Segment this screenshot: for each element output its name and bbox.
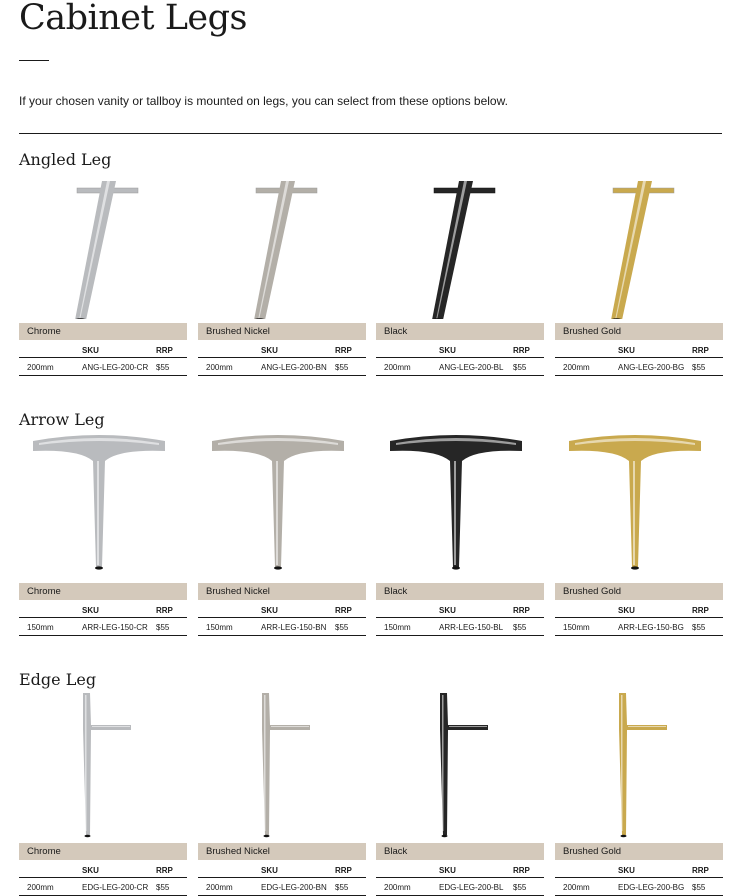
- finish-bar: [198, 583, 366, 600]
- sku-header: SKU: [261, 346, 278, 355]
- sku-cell: ARR-LEG-150-CR: [82, 623, 148, 632]
- angled-leg-image[interactable]: [555, 169, 715, 319]
- sku-cell: EDG-LEG-200-CR: [82, 883, 149, 892]
- table-header-rule: [376, 877, 544, 878]
- edge-leg-image[interactable]: [555, 689, 715, 839]
- table-row-rule: [376, 635, 544, 636]
- intro-text: If your chosen vanity or tallboy is mounted on legs, you can select from these options below.: [19, 94, 508, 108]
- finish-name: Chrome: [27, 586, 61, 597]
- sku-header: SKU: [618, 866, 635, 875]
- finish-bar: [555, 323, 723, 340]
- sku-cell: ANG-LEG-200-BG: [618, 363, 685, 372]
- table-header-rule: [198, 877, 366, 878]
- sku-cell: EDG-LEG-200-BN: [261, 883, 327, 892]
- table-header-rule: [19, 617, 187, 618]
- rrp-header: RRP: [335, 346, 352, 355]
- table-row-rule: [376, 375, 544, 376]
- arrow-leg-image[interactable]: [198, 429, 358, 579]
- rrp-cell: $55: [335, 883, 349, 892]
- table-row-rule: [555, 635, 723, 636]
- sku-header: SKU: [439, 346, 456, 355]
- rrp-cell: $55: [156, 883, 170, 892]
- rrp-cell: $55: [692, 623, 706, 632]
- table-row-rule: [555, 375, 723, 376]
- arrow-leg-image[interactable]: [19, 429, 179, 579]
- table-header-rule: [376, 357, 544, 358]
- finish-bar: [198, 323, 366, 340]
- finish-name: Black: [384, 326, 408, 337]
- sku-header: SKU: [82, 346, 99, 355]
- rrp-cell: $55: [513, 363, 527, 372]
- rrp-cell: $55: [156, 363, 170, 372]
- sku-cell: EDG-LEG-200-BG: [618, 883, 685, 892]
- rrp-cell: $55: [692, 363, 706, 372]
- sku-header: SKU: [82, 866, 99, 875]
- table-row-rule: [19, 635, 187, 636]
- finish-bar: [19, 583, 187, 600]
- finish-bar: [19, 323, 187, 340]
- finish-name: Brushed Nickel: [206, 586, 270, 597]
- table-header-rule: [376, 617, 544, 618]
- finish-name: Brushed Nickel: [206, 326, 270, 337]
- table-header-rule: [19, 357, 187, 358]
- rrp-cell: $55: [692, 883, 706, 892]
- finish-bar: [555, 583, 723, 600]
- size-cell: 200mm: [27, 883, 54, 892]
- rrp-header: RRP: [156, 346, 173, 355]
- sku-header: SKU: [618, 346, 635, 355]
- rrp-cell: $55: [335, 623, 349, 632]
- section-title: Angled Leg: [19, 150, 112, 169]
- angled-leg-image[interactable]: [198, 169, 358, 319]
- sku-cell: ARR-LEG-150-BG: [618, 623, 684, 632]
- table-row-rule: [198, 375, 366, 376]
- rrp-cell: $55: [335, 363, 349, 372]
- edge-leg-image[interactable]: [376, 689, 536, 839]
- angled-leg-image[interactable]: [376, 169, 536, 319]
- rrp-cell: $55: [156, 623, 170, 632]
- finish-name: Chrome: [27, 846, 61, 857]
- size-cell: 150mm: [206, 623, 233, 632]
- finish-bar: [19, 843, 187, 860]
- rrp-cell: $55: [513, 883, 527, 892]
- finish-name: Chrome: [27, 326, 61, 337]
- sku-header: SKU: [261, 606, 278, 615]
- rrp-header: RRP: [335, 866, 352, 875]
- rrp-cell: $55: [513, 623, 527, 632]
- sku-cell: ARR-LEG-150-BN: [261, 623, 327, 632]
- finish-bar: [376, 323, 544, 340]
- finish-name: Black: [384, 846, 408, 857]
- sku-cell: EDG-LEG-200-BL: [439, 883, 504, 892]
- sku-cell: ANG-LEG-200-BN: [261, 363, 327, 372]
- rrp-header: RRP: [692, 606, 709, 615]
- size-cell: 200mm: [206, 883, 233, 892]
- sku-header: SKU: [618, 606, 635, 615]
- finish-name: Brushed Gold: [563, 846, 622, 857]
- rrp-header: RRP: [692, 866, 709, 875]
- table-header-rule: [555, 617, 723, 618]
- rrp-header: RRP: [156, 866, 173, 875]
- finish-name: Brushed Gold: [563, 586, 622, 597]
- sku-cell: ANG-LEG-200-CR: [82, 363, 149, 372]
- size-cell: 200mm: [384, 883, 411, 892]
- rrp-header: RRP: [513, 866, 530, 875]
- finish-name: Brushed Gold: [563, 326, 622, 337]
- edge-leg-image[interactable]: [198, 689, 358, 839]
- table-header-rule: [555, 357, 723, 358]
- finish-bar: [376, 583, 544, 600]
- finish-bar: [555, 843, 723, 860]
- sku-cell: ARR-LEG-150-BL: [439, 623, 504, 632]
- table-header-rule: [19, 877, 187, 878]
- angled-leg-image[interactable]: [19, 169, 179, 319]
- size-cell: 200mm: [27, 363, 54, 372]
- size-cell: 200mm: [206, 363, 233, 372]
- size-cell: 150mm: [384, 623, 411, 632]
- rrp-header: RRP: [335, 606, 352, 615]
- size-cell: 200mm: [563, 883, 590, 892]
- edge-leg-image[interactable]: [19, 689, 179, 839]
- table-header-rule: [198, 357, 366, 358]
- size-cell: 150mm: [563, 623, 590, 632]
- rrp-header: RRP: [156, 606, 173, 615]
- arrow-leg-image[interactable]: [555, 429, 715, 579]
- divider: [19, 133, 722, 134]
- sku-cell: ANG-LEG-200-BL: [439, 363, 504, 372]
- page-title: Cabinet Legs: [19, 0, 248, 38]
- finish-bar: [376, 843, 544, 860]
- table-header-rule: [198, 617, 366, 618]
- arrow-leg-image[interactable]: [376, 429, 536, 579]
- section-title: Edge Leg: [19, 670, 97, 689]
- table-header-rule: [555, 877, 723, 878]
- section-title: Arrow Leg: [19, 410, 105, 429]
- size-cell: 200mm: [384, 363, 411, 372]
- rrp-header: RRP: [513, 606, 530, 615]
- table-row-rule: [198, 635, 366, 636]
- rrp-header: RRP: [513, 346, 530, 355]
- size-cell: 200mm: [563, 363, 590, 372]
- sku-header: SKU: [439, 606, 456, 615]
- rrp-header: RRP: [692, 346, 709, 355]
- sku-header: SKU: [261, 866, 278, 875]
- finish-name: Brushed Nickel: [206, 846, 270, 857]
- finish-bar: [198, 843, 366, 860]
- title-underline: [19, 60, 49, 61]
- sku-header: SKU: [82, 606, 99, 615]
- size-cell: 150mm: [27, 623, 54, 632]
- finish-name: Black: [384, 586, 408, 597]
- table-row-rule: [19, 375, 187, 376]
- sku-header: SKU: [439, 866, 456, 875]
